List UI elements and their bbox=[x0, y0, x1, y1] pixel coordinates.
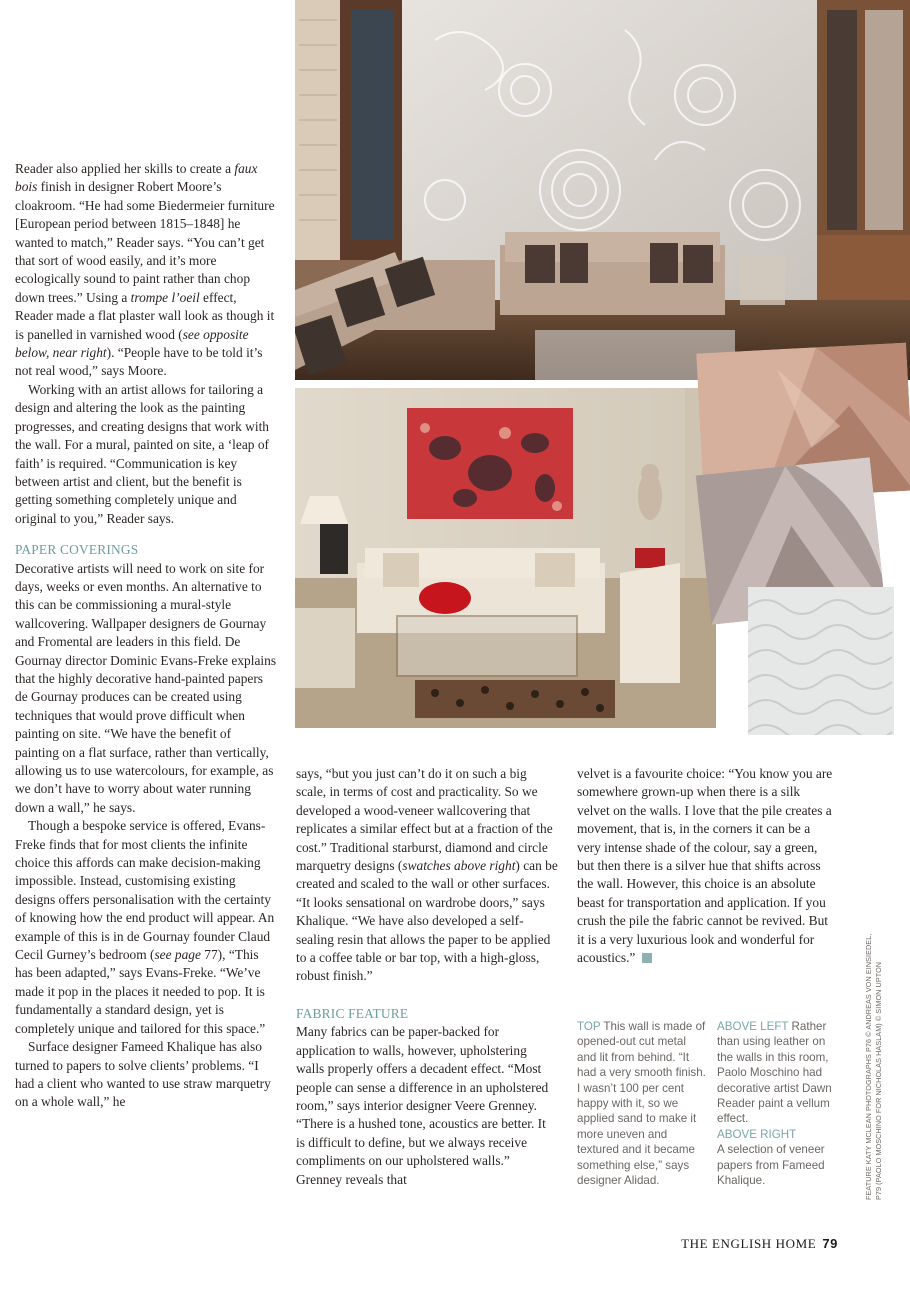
page-folio bbox=[681, 1236, 838, 1252]
paragraph bbox=[15, 817, 277, 1038]
text-run: finish in designer Robert Moore’s cloakroom. “He had some Biedermeier furniture [European period between 1815–1848] he wanted to match,” Reader says. “You can’t get that sort of wood easily, and it’s more ecologically sound to paint rather than chop down trees.” Using a bbox=[15, 179, 275, 305]
paragraph bbox=[15, 160, 277, 381]
caption-top bbox=[577, 1019, 707, 1188]
italic-run: trompe l’oeil bbox=[130, 289, 200, 305]
subheading-paper-coverings: PAPER COVERINGS bbox=[15, 542, 139, 558]
caption-text: This wall is made of opened-out cut metal and lit from behind. “It had a very smooth finish. I wasn’t 100 per cent happy with it, so we applied sand to make it more uneven and textured and it became something else,” says designer Alidad. bbox=[577, 1020, 706, 1188]
subheading-fabric-feature: FABRIC FEATURE bbox=[296, 1005, 409, 1021]
italic-run: see page bbox=[154, 947, 201, 963]
photo-top-alidad-room bbox=[295, 0, 910, 380]
caption-paragraph bbox=[717, 1019, 835, 1127]
text-run: 77), “This has been adapted,” says Evans-Freke. “We’ve made it pop in the places it needed to pop. It is fundamentally a standard design, yet is completely unique and tailored for this space.” bbox=[15, 947, 266, 1036]
caption-text: A selection of veneer papers from Fameed Khalique. bbox=[717, 1143, 825, 1188]
text-run: Reader also applied her skills to create a bbox=[15, 161, 235, 176]
article-column-2 bbox=[296, 765, 558, 1189]
paragraph: Working with an artist allows for tailoring a design and altering the look as the painting progresses, and creating designs that work with the wall. For a mural, painted on site, a ‘leap of faith’ is required. “Communication is key between artist and client, but the benefit is getting something completely unique and original to you,” Reader says. bbox=[15, 381, 269, 526]
italic-run: swatches above right bbox=[402, 858, 516, 874]
italic-run: faux bois bbox=[15, 161, 258, 195]
caption-above bbox=[717, 1019, 835, 1188]
page-number: 79 bbox=[822, 1236, 838, 1251]
caption-label-above-right: ABOVE RIGHT bbox=[717, 1127, 797, 1141]
caption-paragraph bbox=[577, 1019, 707, 1188]
caption-label-top: TOP bbox=[577, 1020, 601, 1033]
text-run: Though a bespoke service is offered, Evans-Freke finds that for most clients the infinite choice this affords can make decision-making impossible. Instead, customising existing designs offers personalisation with the certainty of knowing how the end product will appear. An example of this is in de Gournay founder Claud Cecil Gurney’s bedroom ( bbox=[15, 818, 275, 963]
photo-credit bbox=[864, 900, 883, 1200]
veneer-swatch-pearl bbox=[748, 587, 894, 735]
paragraph bbox=[296, 765, 558, 986]
credit-line: P79 (PAOLO MOSCHINO FOR NICHOLAS HASLAM) © SIMON UPTON bbox=[873, 961, 883, 1200]
paragraph: Decorative artists will need to work on site for days, weeks or even months. An alternative to this can be commissioning a mural-style wallcovering. Wallpaper designers de Gournay and Fromental are leaders in this field. De Gournay director Dominic Evans-Freke explains that the highly decorative hand-painted papers de Gournay produces can be created using techniques that would prove difficult when painting on site. “We have the benefit of painting on a flat surface, rather than vertically, allowing us to use watercolours, for example, as we don’t have to worry about water running down a wall,” he says. bbox=[15, 560, 277, 815]
magazine-name: THE ENGLISH HOME bbox=[681, 1236, 817, 1251]
text-run: ) can be created and scaled to the wall or other surfaces. “It looks sensational on wardrobe doors,” says Khalique. “We have also developed a self-sealing resin that allows the paper to be applied to a coffee table or bar top, with a high-gloss, robust finish.” bbox=[296, 858, 558, 984]
credit-line: FEATURE KATY MCLEAN PHOTOGRAPHS P76 © ANDREAS VON EINSIEDEL, bbox=[864, 933, 873, 1200]
article-column-3 bbox=[577, 765, 835, 967]
text-run: ). “People have to be told it’s not real wood,” says Moore. bbox=[15, 345, 263, 379]
paragraph: Many fabrics can be paper-backed for application to walls, however, upholstering walls properly offers a decadent effect. “Most people can sense a difference in an upholstered room,” says interior designer Veere Grenney. “There is a hushed tone, acoustics are better. It is difficult to define, but we always receive compliments on our upholstered walls.” Grenney reveals that bbox=[296, 1024, 549, 1187]
end-mark-icon bbox=[642, 953, 652, 963]
paragraph: Surface designer Fameed Khalique has also turned to papers to solve clients’ problems. “I had a client who wanted to use straw marquetry on a whole wall,” he bbox=[15, 1039, 271, 1110]
italic-run: see opposite below, near right bbox=[15, 326, 249, 361]
photo-above-left-moschino-room bbox=[295, 388, 716, 728]
caption-text: Rather than using leather on the walls in this room, Paolo Moschino had decorative artist Dawn Reader paint a vellum effect. bbox=[717, 1020, 832, 1126]
paragraph bbox=[577, 765, 835, 967]
paragraph-text: velvet is a favourite choice: “You know you are somewhere grown-up when there is a silk velvet on the walls. I love that the pile creates a movement, that is, in the corners it can be a very intense shade of the colour, say a green, but then there is a silver hue that shifts across the wall. However, this choice is an absolute beast for transportation and application. If you crush the pile the fabric cannot be revived. But it is a very luxurious look and wonderful for acoustics.” bbox=[577, 766, 833, 966]
text-run: says, “but you just can’t do it on such a big scale, in terms of cost and practicality. So we developed a wood-veneer wallcovering that replicates a similar effect but at a fraction of the cost.” Traditional starburst, diamond and circle marquetry designs ( bbox=[296, 766, 553, 874]
article-column-1 bbox=[15, 160, 277, 1112]
caption-label-above-left: ABOVE LEFT bbox=[717, 1020, 789, 1033]
text-run: effect, Reader made a flat plaster wall look as though it is panelled in varnished wood ( bbox=[15, 289, 275, 342]
